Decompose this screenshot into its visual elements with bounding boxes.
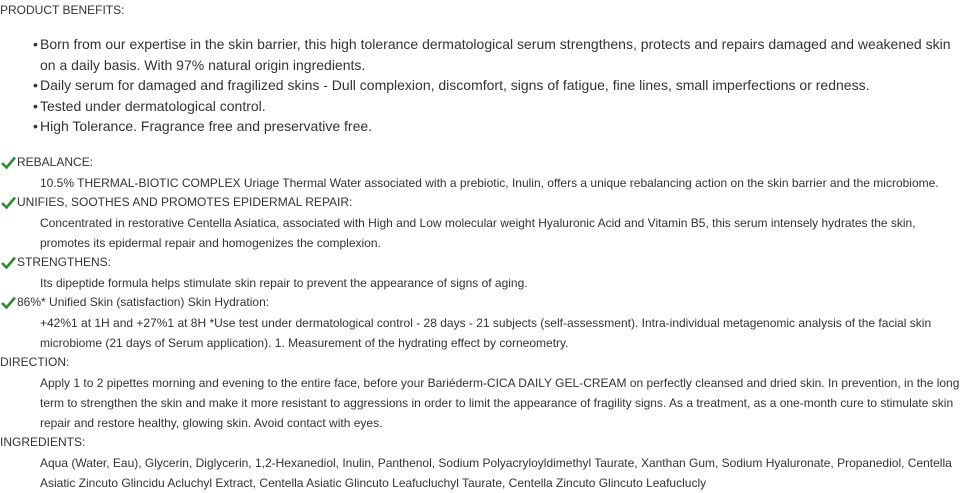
benefit-item: • Born from our expertise in the skin barrier, this high tolerance dermatological serum strengthens, protects and repairs damaged and weakened skin on a daily basis. With 97% natural origin ingredients. [33, 36, 951, 73]
direction-heading: DIRECTION: [0, 355, 70, 369]
strengthens-heading [1, 255, 111, 270]
benefit-item: • Daily serum for damaged and fragilized skins - Dull complexion, discomfort, signs of fatigue, fine lines, small imperfections or redness. [33, 77, 870, 93]
rebalance-heading [1, 155, 93, 170]
hydration-heading [1, 295, 269, 310]
benefit-item: • Tested under dermatological control. [33, 97, 266, 114]
unifies-text: Concentrated in restorative Centella Asiatica, associated with High and Low molecular weight Hyaluronic Acid and Vitamin B5, this serum intensely hydrates the skin, promotes its epidermal repair and homogenizes the complexion. [40, 216, 916, 250]
checkmark-icon [1, 296, 16, 309]
checkmark-icon [1, 196, 16, 209]
hydration-text: +42%1 at 1H and +27%1 at 8H *Use test under dermatological control - 28 days - 21 subjects (self-assessment). Intra-individual metagenomic analysis of the facial skin microbiome (21 days of Serum application). 1. Measurement of the hydrating effect by corneometry. [40, 316, 932, 350]
hydration-title: 86%* Unified Skin (satisfaction) Skin Hydration: [17, 295, 270, 309]
ingredients-text: Aqua (Water, Eau), Glycerin, Diglycerin, 1,2-Hexanediol, Inulin, Panthenol, Sodium Polyacryloyldimethyl Taurate, Xanthan Gum, Sodium Hyaluronate, Propanediol, Centella Asiatic Zincuto Glincidu Acluchyl Extract, Centella Asiatic Glincuto Leafucluchyl Taurate, Centella Zincuto Glincuto Leafuclucly [40, 456, 952, 490]
benefits-list [33, 34, 955, 137]
direction-text: Apply 1 to 2 pipettes morning and evening to the entire face, before your Bariéderm-CICA DAILY GEL-CREAM on perfectly cleansed and dried skin. In prevention, in the long term to strengthen the skin and make it more resistant to aggressions in order to limit the appearance of fragility signs. As a treatment, as a one-month cure to stimulate skin repair and restore healthy, glowing skin. Avoid contact with eyes. [40, 376, 960, 430]
rebalance-text: 10.5% THERMAL-BIOTIC COMPLEX Uriage Thermal Water associated with a prebiotic, Inulin, offers a unique rebalancing action on the skin barrier and the microbiome. [40, 176, 939, 190]
checkmark-icon [1, 256, 16, 269]
strengthens-text: Its dipeptide formula helps stimulate skin repair to prevent the appearance of signs of aging. [40, 276, 528, 290]
benefit-text: Daily serum for damaged and fragilized skins - Dull complexion, discomfort, signs of fatigue, fine lines, small imperfections or redness. [40, 77, 870, 93]
strengthens-title: STRENGTHENS: [17, 255, 112, 269]
product-benefits-heading: PRODUCT BENEFITS: [0, 3, 125, 17]
rebalance-title: REBALANCE: [17, 155, 94, 169]
benefit-text: High Tolerance. Fragrance free and preservative free. [40, 118, 373, 134]
ingredients-heading: INGREDIENTS: [0, 435, 86, 449]
checkmark-icon [1, 156, 16, 169]
unifies-title: UNIFIES, SOOTHES AND PROMOTES EPIDERMAL REPAIR: [17, 195, 353, 209]
benefit-text: Born from our expertise in the skin barrier, this high tolerance dermatological serum strengthens, protects and repairs damaged and weakened skin on a daily basis. With 97% natural origin ingredients. [40, 36, 951, 73]
benefit-item: • High Tolerance. Fragrance free and preservative free. [33, 118, 373, 134]
benefit-text: Tested under dermatological control. [40, 97, 266, 114]
unifies-heading [1, 195, 352, 210]
